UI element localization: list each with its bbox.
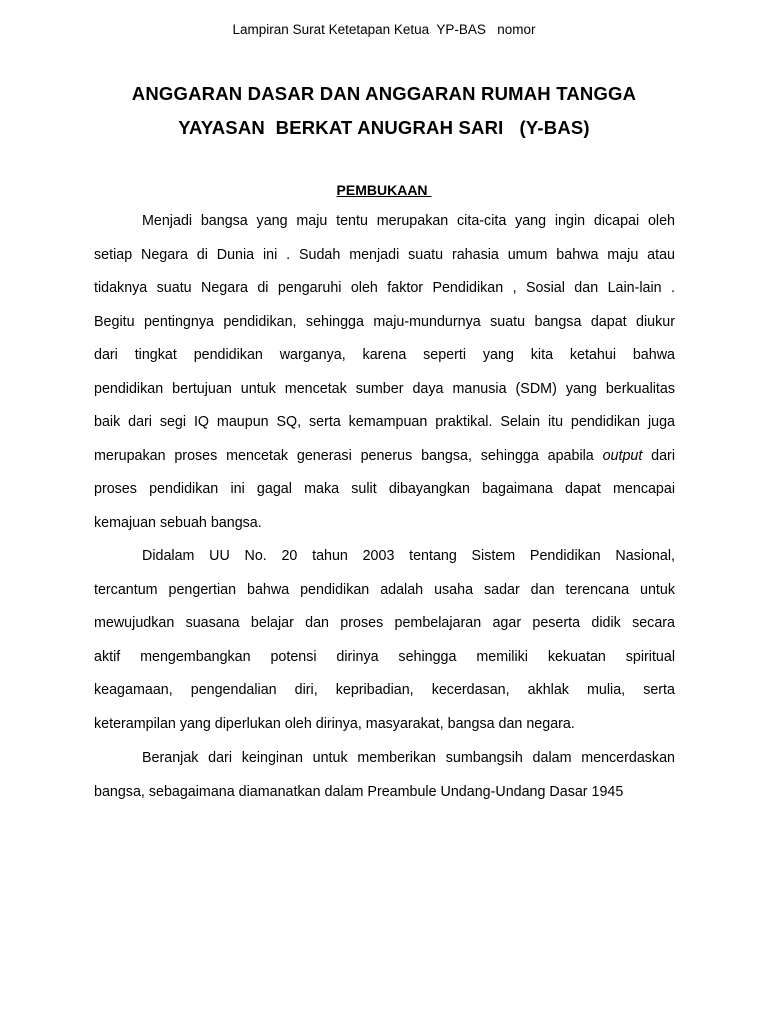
- section-heading-pembukaan: PEMBUKAAN: [336, 182, 432, 198]
- document-title-line-1: ANGGARAN DASAR DAN ANGGARAN RUMAH TANGGA: [131, 83, 637, 104]
- paragraph-line: Begitu pentingnya pendidikan, sehingga maju-mundurnya suatu bangsa dapat diukur: [94, 313, 675, 330]
- paragraph-line: setiap Negara di Dunia ini . Sudah menjadi suatu rahasia umum bahwa maju atau: [94, 246, 675, 263]
- paragraph-line: [94, 440, 675, 474]
- line-text: merupakan proses mencetak generasi penerus bangsa, sehingga apabila: [94, 447, 603, 464]
- paragraph-line: aktif mengembangkan potensi dirinya sehingga memiliki kekuatan spiritual: [94, 648, 675, 665]
- document-title-line-2: YAYASAN BERKAT ANUGRAH SARI (Y-BAS): [178, 117, 590, 138]
- paragraph-line: Didalam UU No. 20 tahun 2003 tentang Sistem Pendidikan Nasional,: [142, 548, 675, 564]
- paragraph-line: bangsa, sebagaimana diamanatkan dalam Preambule Undang-Undang Dasar 1945: [94, 783, 624, 800]
- paragraph-line: pendidikan bertujuan untuk mencetak sumber daya manusia (SDM) yang berkualitas: [94, 380, 675, 397]
- paragraph-line: Beranjak dari keinginan untuk memberikan sumbangsih dalam mencerdaskan: [142, 750, 675, 766]
- paragraph-line: keterampilan yang diperlukan oleh dirinya, masyarakat, bangsa dan negara.: [94, 715, 575, 732]
- italic-term-output: output: [602, 447, 643, 464]
- paragraph-line: Menjadi bangsa yang maju tentu merupakan cita-cita yang ingin dicapai oleh: [142, 213, 675, 229]
- line-text: dari: [642, 447, 675, 464]
- paragraph-line: tercantum pengertian bahwa pendidikan adalah usaha sadar dan terencana untuk: [94, 581, 675, 598]
- paragraph-1: [94, 205, 675, 540]
- paragraph-line: baik dari segi IQ maupun SQ, serta kemampuan praktikal. Selain itu pendidikan juga: [94, 414, 675, 430]
- paragraph-line: mewujudkan suasana belajar dan proses pembelajaran agar peserta didik secara: [94, 615, 675, 631]
- paragraph-line: kemajuan sebuah bangsa.: [94, 514, 262, 531]
- paragraph-3: [94, 742, 675, 809]
- attachment-note: Lampiran Surat Ketetapan Ketua YP-BAS nomor: [232, 22, 536, 37]
- paragraph-line: tidaknya suatu Negara di pengaruhi oleh faktor Pendidikan , Sosial dan Lain-lain .: [94, 280, 675, 296]
- paragraph-line: dari tingkat pendidikan warganya, karena seperti yang kita ketahui bahwa: [94, 347, 675, 363]
- paragraph-line: keagamaan, pengendalian diri, kepribadian, kecerdasan, akhlak mulia, serta: [94, 682, 675, 698]
- paragraph-2: [94, 540, 675, 741]
- paragraph-line: proses pendidikan ini gagal maka sulit dibayangkan bagaimana dapat mencapai: [94, 481, 675, 497]
